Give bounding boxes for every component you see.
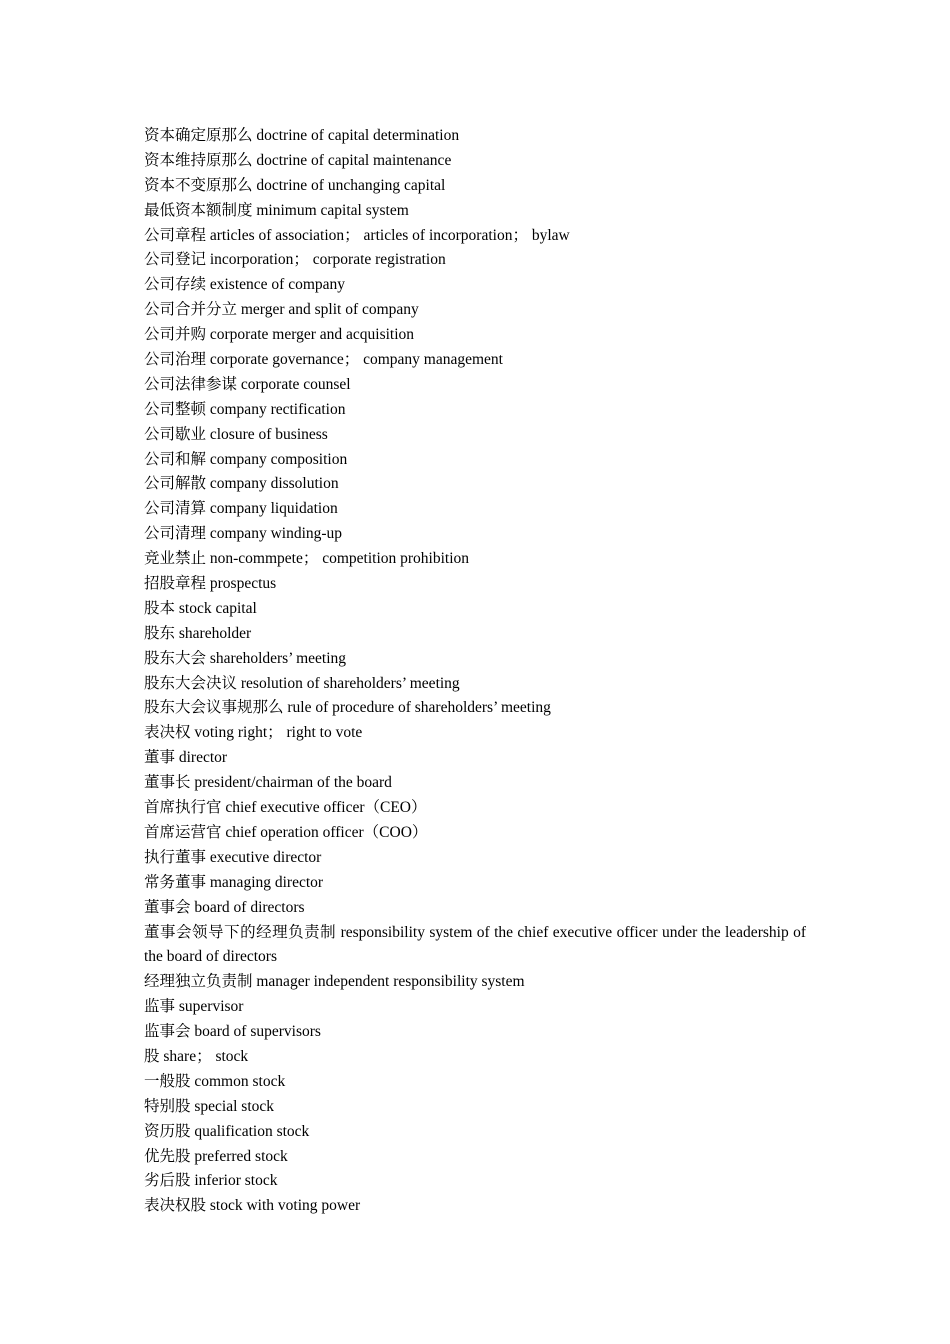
glossary-entry: 监事会 board of supervisors <box>144 1023 321 1041</box>
glossary-entry: 董事 director <box>144 749 228 767</box>
glossary-entry: 公司合并分立 merger and split of company <box>144 301 419 319</box>
glossary-entry: 常务董事 managing director <box>144 873 324 891</box>
glossary-entry: 董事长 president/chairman of the board <box>144 774 392 792</box>
glossary-entry: 公司登记 incorporation； corporate registration <box>144 251 446 269</box>
glossary-entry: 公司法律参谋 corporate counsel <box>144 375 351 393</box>
glossary-entry: 资历股 qualification stock <box>144 1122 310 1140</box>
glossary-entry: 劣后股 inferior stock <box>144 1172 278 1190</box>
glossary-entry: 特别股 special stock <box>144 1097 275 1115</box>
glossary-entry: 股东大会议事规那么 rule of procedure of shareholders’ meeting <box>144 699 551 717</box>
glossary-entry: 股东大会决议 resolution of shareholders’ meeting <box>144 674 460 692</box>
glossary-entry: 董事会 board of directors <box>144 898 305 916</box>
glossary-entry: 经理独立负责制 manager independent responsibility system <box>144 973 525 991</box>
glossary-entry: 公司和解 company composition <box>144 450 348 468</box>
glossary-entry: 表决权 voting right； right to vote <box>144 724 363 742</box>
glossary-entry: 公司治理 corporate governance； company management <box>144 351 503 369</box>
glossary-entry: 公司整顿 company rectification <box>144 400 346 418</box>
glossary-entry: 公司清理 company winding-up <box>144 525 343 543</box>
glossary-entry: 公司解散 company dissolution <box>144 475 339 493</box>
glossary-entry: 一般股 common stock <box>144 1072 286 1090</box>
glossary-entry: 股 share； stock <box>144 1047 249 1065</box>
glossary-entry: 公司章程 articles of association； articles of incorporation； bylaw <box>144 226 570 244</box>
glossary-entry: 资本维持原那么 doctrine of capital maintenance <box>144 151 452 169</box>
glossary-entry: 公司清算 company liquidation <box>144 500 338 518</box>
glossary-entry: 股东大会 shareholders’ meeting <box>144 649 347 667</box>
glossary-entry: 公司歇业 closure of business <box>144 425 328 443</box>
glossary-entry: 股本 stock capital <box>144 599 257 617</box>
glossary-entry: 最低资本额制度 minimum capital system <box>144 201 409 219</box>
glossary-entry: 首席运营官 chief operation officer（COO） <box>144 823 428 841</box>
glossary-entry: 招股章程 prospectus <box>144 575 277 593</box>
glossary-entry: 监事 supervisor <box>144 998 244 1016</box>
glossary-entry: 股东 shareholder <box>144 624 252 642</box>
glossary-entry: 董事会领导下的经理负责制 responsibility system of the chief executive officer under the leadership of the board of directors <box>144 923 806 966</box>
document-page <box>144 124 806 1219</box>
glossary-entry: 公司存续 existence of company <box>144 276 346 294</box>
glossary-entry: 执行董事 executive director <box>144 848 322 866</box>
glossary-entry: 首席执行官 chief executive officer（CEO） <box>144 799 427 817</box>
glossary-entry: 资本确定原那么 doctrine of capital determination <box>144 127 460 144</box>
glossary-entry: 竞业禁止 non-commpete； competition prohibition <box>144 550 470 568</box>
glossary-entry: 优先股 preferred stock <box>144 1147 288 1165</box>
glossary-entry: 公司并购 corporate merger and acquisition <box>144 326 415 344</box>
glossary-entry: 资本不变原那么 doctrine of unchanging capital <box>144 176 446 194</box>
glossary-entry: 表决权股 stock with voting power <box>144 1197 361 1215</box>
